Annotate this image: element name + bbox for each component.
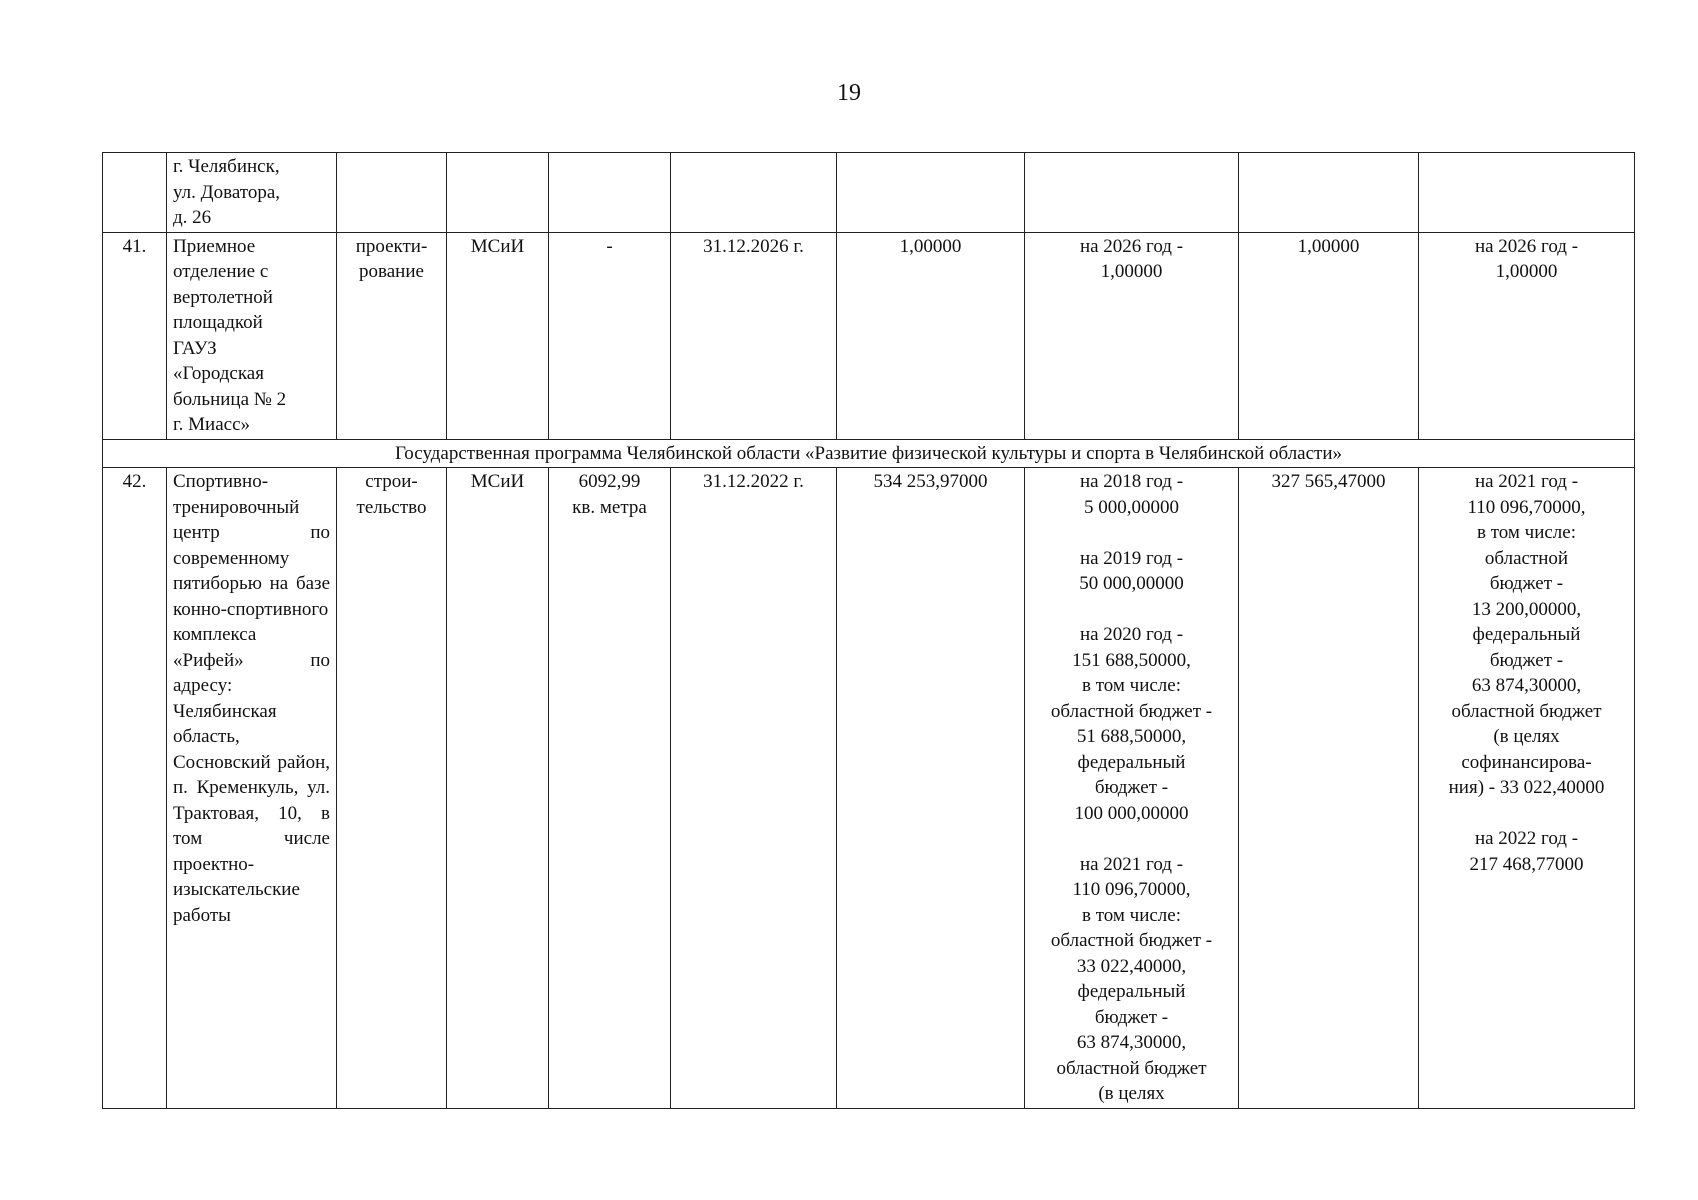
estimated-cost: 534 253,97000 [837, 468, 1025, 1109]
estimated-cost: 1,00000 [837, 232, 1025, 439]
remaining-cost: 327 565,47000 [1239, 468, 1419, 1109]
table-row [103, 232, 1635, 439]
planned-financing [1419, 153, 1635, 233]
deadline [671, 153, 837, 233]
financing-by-year: на 2018 год - 5 000,00000 на 2019 год - 50 000,00000 на 2020 год - 151 688,50000, в том числе: областной бюджет - 51 688,50000, федеральный бюджет - 100 000,00000 на 2021 год - 110 096,70000, в том числе: областной бюджет - 33 022,40000, федеральный бюджет - 63 874,30000, областной бюджет (в целях [1025, 468, 1239, 1109]
capacity [549, 153, 671, 233]
capacity: - [549, 232, 671, 439]
work-type [337, 153, 447, 233]
row-number: 41. [103, 232, 167, 439]
financing-by-year: на 2026 год - 1,00000 [1025, 232, 1239, 439]
deadline: 31.12.2026 г. [671, 232, 837, 439]
section-row [103, 439, 1635, 468]
object-name: Спортивно-тренировочный центр по современному пятиборью на базе конно-спортивного комплекса «Рифей» по адресу: Челябинская область, Сосновский район, п. Кременкуль, ул. Трактовая, 10, в том числе проектно-изыскательские работы [167, 468, 337, 1109]
object-name: Приемное отделение с вертолетной площадкой ГАУЗ «Городская больница № 2 г. Миасс» [167, 232, 337, 439]
row-number: 42. [103, 468, 167, 1109]
table-row [103, 468, 1635, 1109]
estimated-cost [837, 153, 1025, 233]
remaining-cost [1239, 153, 1419, 233]
financing-by-year [1025, 153, 1239, 233]
customer: МСиИ [447, 468, 549, 1109]
row-number [103, 153, 167, 233]
section-title: Государственная программа Челябинской области «Развитие физической культуры и спорта в Челябинской области» [103, 439, 1635, 468]
table-row [103, 153, 1635, 233]
planned-financing: на 2021 год - 110 096,70000, в том числе: областной бюджет - 13 200,00000, федеральный бюджет - 63 874,30000, областной бюджет (в целях софинансирова- ния) - 33 022,40000 на 2022 год - 217 468,77000 [1419, 468, 1635, 1109]
customer: МСиИ [447, 232, 549, 439]
deadline: 31.12.2022 г. [671, 468, 837, 1109]
object-name: г. Челябинск, ул. Доватора, д. 26 [167, 153, 337, 233]
remaining-cost: 1,00000 [1239, 232, 1419, 439]
customer [447, 153, 549, 233]
capacity: 6092,99 кв. метра [549, 468, 671, 1109]
page-number: 19 [837, 80, 861, 106]
work-type: проекти- рование [337, 232, 447, 439]
work-type: строи- тельство [337, 468, 447, 1109]
objects-table [102, 152, 1635, 1109]
planned-financing: на 2026 год - 1,00000 [1419, 232, 1635, 439]
